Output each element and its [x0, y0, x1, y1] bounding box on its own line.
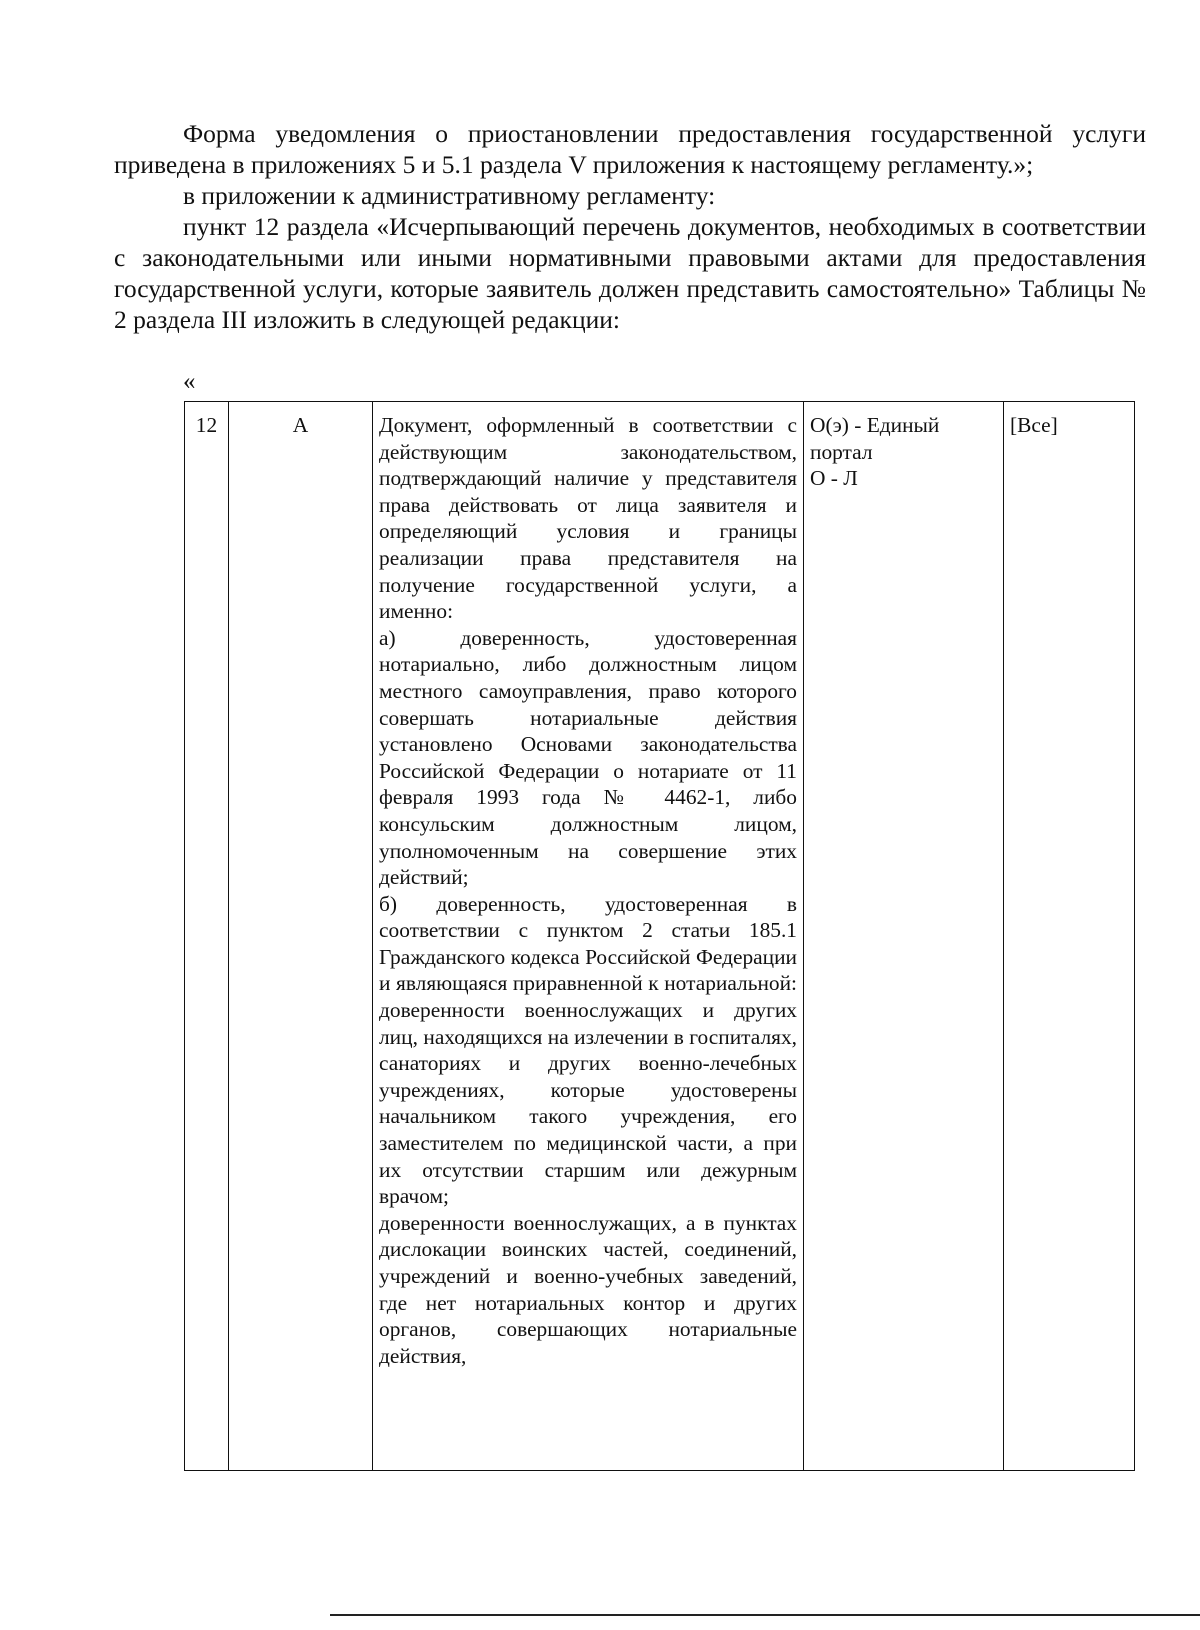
- source-cell: [804, 402, 1004, 1471]
- document-description-cell: [373, 402, 804, 1471]
- document-paragraph: а) доверенность, удостоверенная нотариально, либо должностным лицом местного самоуправления, право которого совершать нотариальные действия установлено Основами законодательства Российской Федерации о нотариате от 11 февраля 1993 года № 4462-1, либо консульским должностным лицом, уполномоченным на совершение этих действий;: [379, 625, 797, 890]
- intro-text: [114, 118, 1146, 335]
- source-line: О - Л: [810, 466, 858, 491]
- opening-quote: «: [183, 368, 196, 395]
- documents-table: [184, 401, 1135, 1471]
- document-paragraph: доверенности военнослужащих, а в пунктах дислокации воинских частей, соединений, учреждений и военно-учебных заведений, где нет нотариальных контор и других органов, совершающих нотариальные действия,: [379, 1210, 797, 1368]
- document-paragraph: б) доверенность, удостоверенная в соответствии с пунктом 2 статьи 185.1 Гражданского кодекса Российской Федерации и являющаяся приравненной к нотариальной:: [379, 891, 797, 996]
- intro-paragraph: Форма уведомления о приостановлении предоставления государственной услуги приведена в приложениях 5 и 5.1 раздела V приложения к настоящему регламенту.»;: [114, 119, 1146, 179]
- intro-paragraph: пункт 12 раздела «Исчерпывающий перечень документов, необходимых в соответствии с законодательными или иными нормативными правовыми актами для предоставления государственной услуги, которые заявитель должен представить самостоятельно» Таблицы № 2 раздела III изложить в следующей редакции:: [114, 212, 1146, 334]
- intro-paragraph: в приложении к административному регламенту:: [183, 181, 716, 210]
- document-paragraph: Документ, оформленный в соответствии с действующим законодательством, подтверждающий наличие у представителя права действовать от лица заявителя и определяющий условия и границы реализации права представителя на получение государственной услуги, а именно:: [379, 413, 797, 624]
- row-code: А: [229, 402, 373, 1471]
- table-row: [185, 402, 1135, 1471]
- bottom-scan-line: [330, 1614, 1200, 1616]
- source-line: О(э) - Единый портал: [810, 413, 940, 464]
- row-number: 12: [185, 402, 229, 1471]
- document-paragraph: доверенности военнослужащих и других лиц, находящихся на излечении в госпиталях, санаториях и других военно-лечебных учреждениях, которые удостоверены начальником такого учреждения, его заместителем по медицинской части, а при их отсутствии старшим или дежурным врачом;: [379, 998, 797, 1209]
- applicability-cell: [Все]: [1004, 402, 1135, 1471]
